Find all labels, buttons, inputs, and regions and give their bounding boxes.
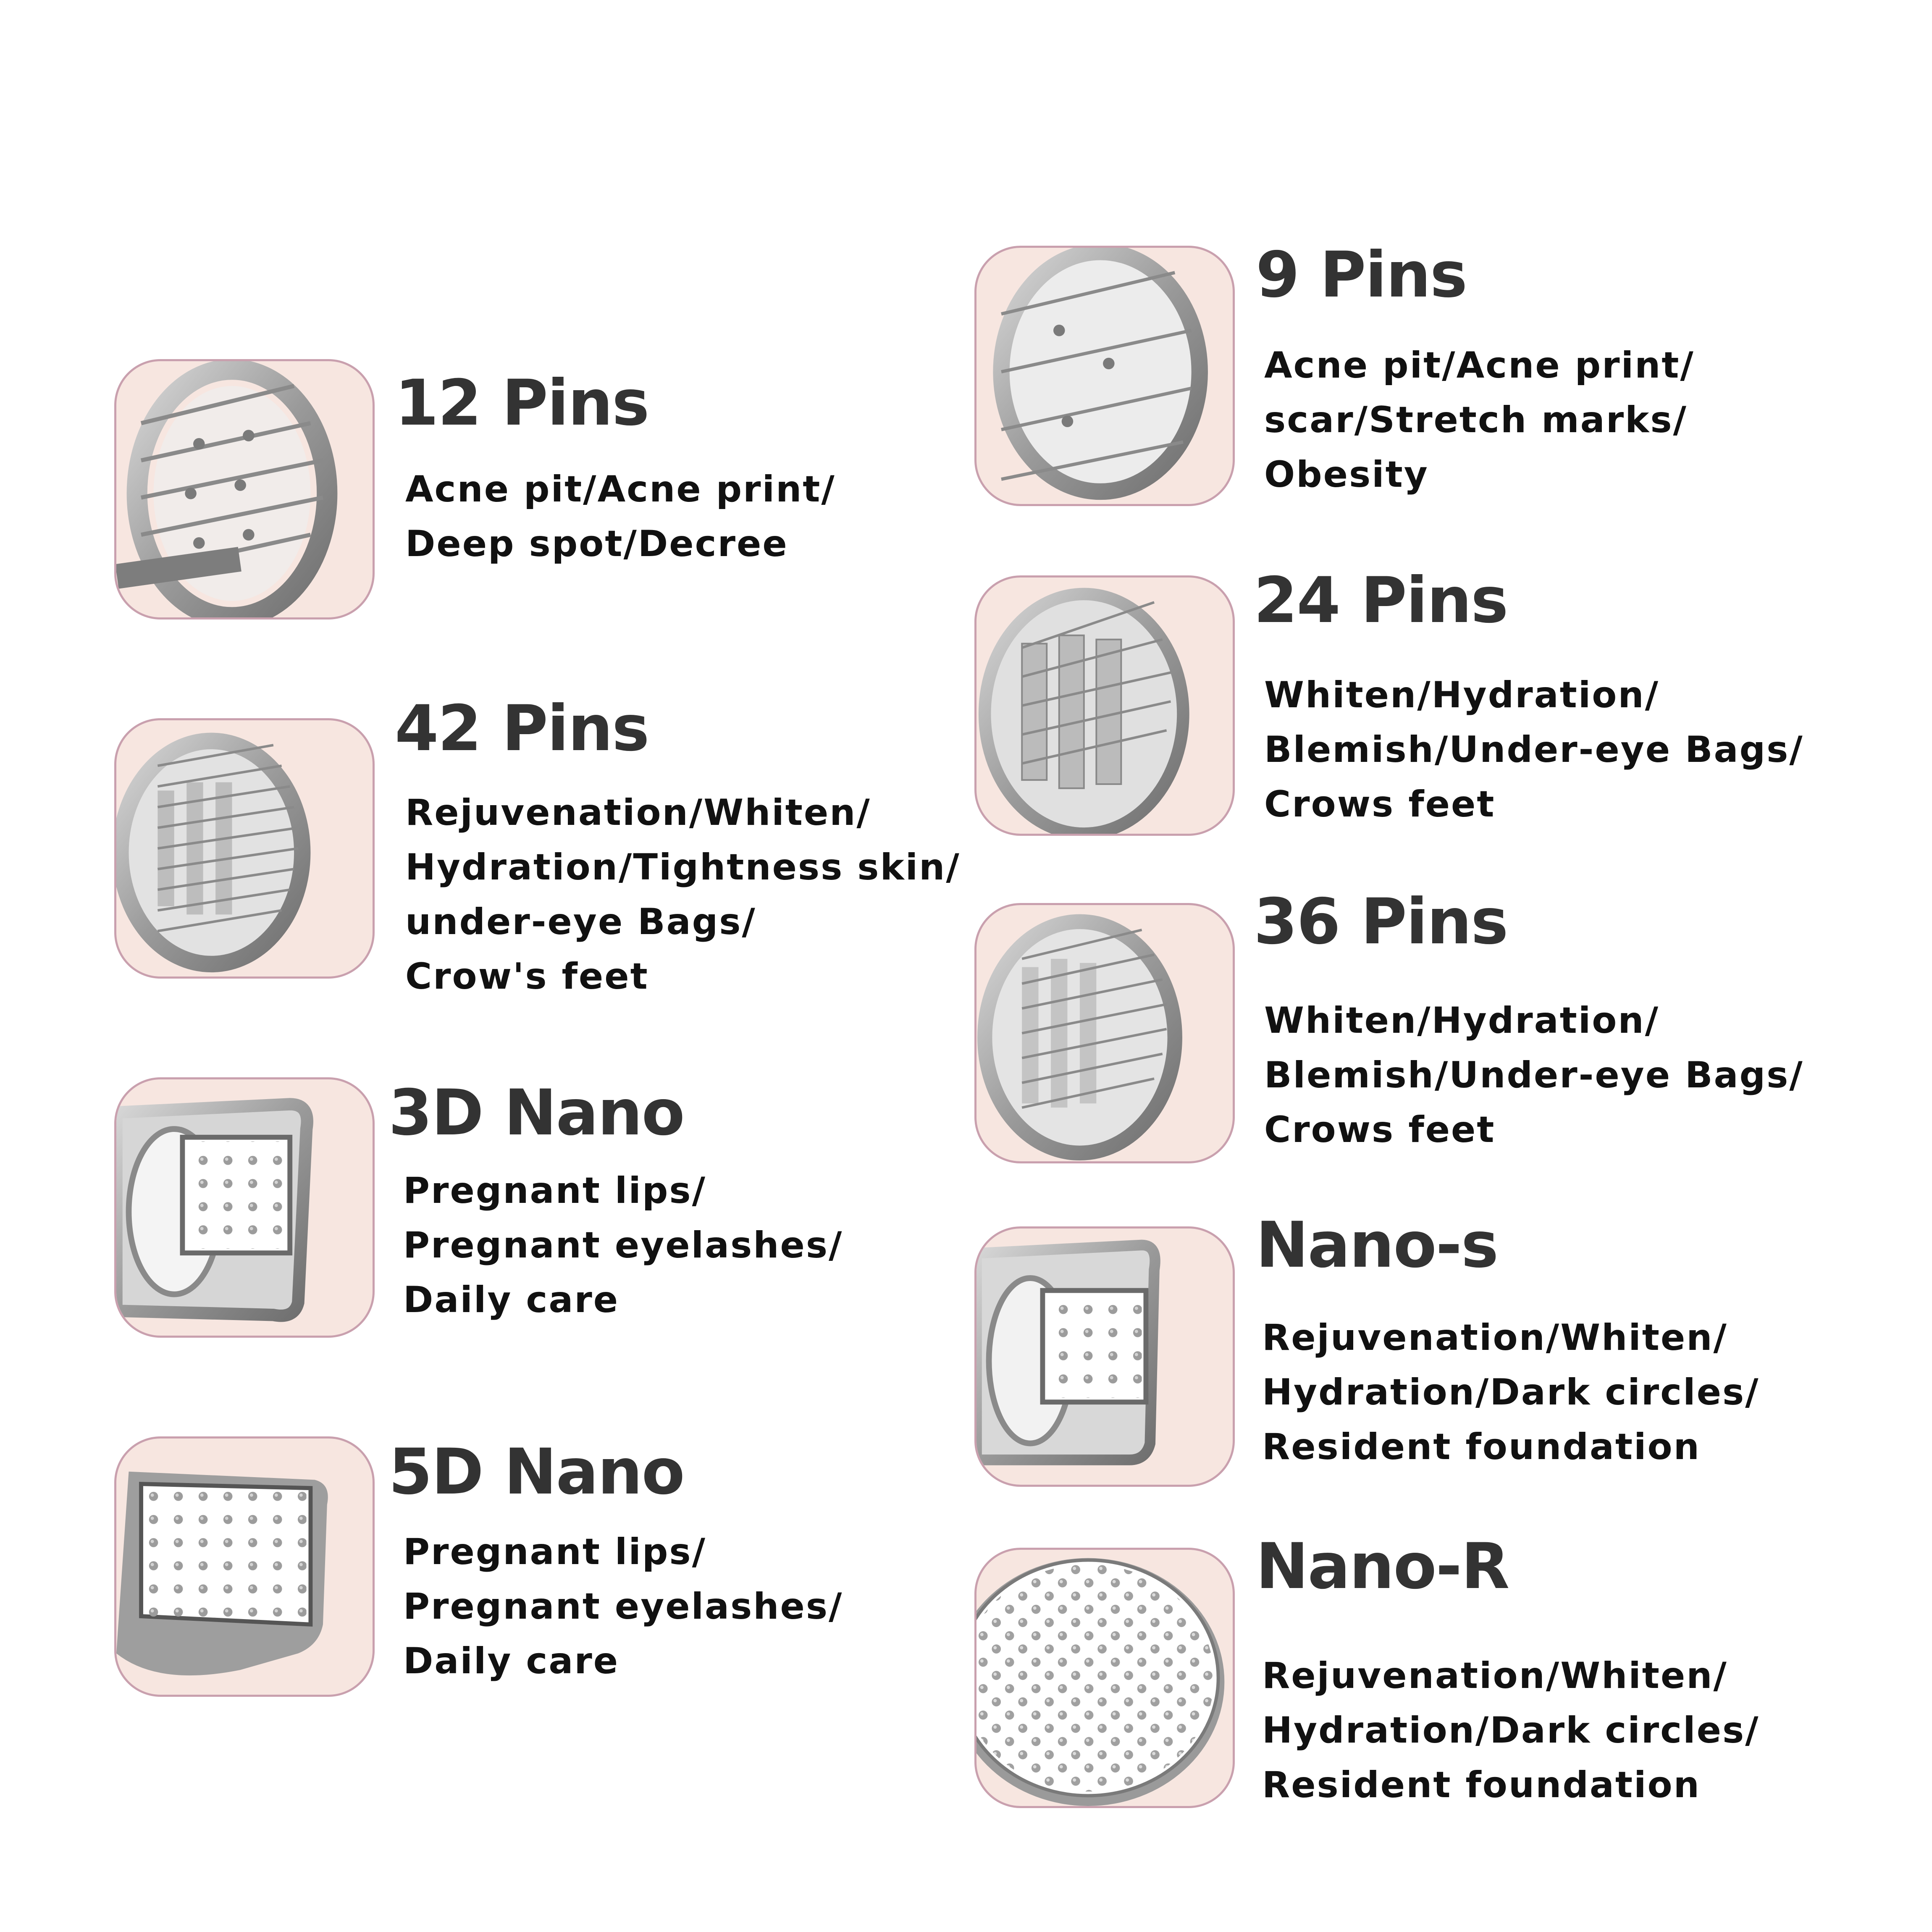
needle-cartridge-42-pins-icon — [114, 718, 375, 979]
item-description — [405, 462, 836, 571]
desc-line: Pregnant eyelashes/ — [403, 1586, 843, 1628]
item-description — [403, 1163, 843, 1327]
desc-line: Pregnant eyelashes/ — [403, 1224, 843, 1266]
desc-line: Whiten/Hydration/ — [1264, 674, 1659, 716]
item-description — [1262, 1648, 1760, 1812]
desc-line: Daily care — [403, 1279, 620, 1321]
desc-line: Resident foundation — [1262, 1426, 1701, 1468]
desc-line: Acne pit/Acne print/ — [1264, 344, 1695, 386]
desc-line: Crows feet — [1264, 783, 1496, 825]
desc-line: Rejuvenation/Whiten/ — [1262, 1317, 1728, 1359]
item-description — [1264, 668, 1804, 832]
desc-line: Rejuvenation/Whiten/ — [405, 792, 871, 834]
desc-line: Blemish/Under-eye Bags/ — [1264, 729, 1804, 771]
nano-cartridge-3d-icon — [114, 1077, 375, 1338]
desc-line: Daily care — [403, 1640, 620, 1682]
item-title: 9 Pins — [1256, 239, 1467, 312]
needle-cartridge-9-pins-icon — [974, 246, 1235, 506]
item-title: Nano-R — [1256, 1530, 1509, 1603]
item-title: 42 Pins — [395, 692, 649, 765]
needle-cartridge-24-pins-icon — [974, 575, 1235, 836]
desc-line: scar/Stretch marks/ — [1264, 399, 1688, 441]
desc-line: Acne pit/Acne print/ — [405, 468, 836, 510]
desc-line: Rejuvenation/Whiten/ — [1262, 1655, 1728, 1697]
desc-line: Obesity — [1264, 454, 1429, 496]
desc-line: Whiten/Hydration/ — [1264, 1000, 1659, 1042]
nano-cartridge-r-icon — [974, 1548, 1235, 1808]
item-title: 3D Nano — [388, 1076, 684, 1150]
item-title: 36 Pins — [1254, 885, 1508, 958]
item-title: 24 Pins — [1254, 564, 1508, 637]
desc-line: Hydration/Dark circles/ — [1262, 1371, 1760, 1413]
nano-cartridge-5d-icon — [114, 1436, 375, 1697]
item-description — [1264, 993, 1804, 1157]
desc-line: Blemish/Under-eye Bags/ — [1264, 1054, 1804, 1096]
desc-line: Hydration/Tightness skin/ — [405, 846, 961, 888]
nano-cartridge-s-icon — [974, 1226, 1235, 1487]
needle-cartridge-12-pins-icon — [114, 359, 375, 620]
item-description — [1264, 338, 1695, 502]
desc-line: Hydration/Dark circles/ — [1262, 1709, 1760, 1751]
desc-line: Pregnant lips/ — [403, 1170, 706, 1212]
item-description — [403, 1525, 843, 1688]
item-description — [1262, 1310, 1760, 1474]
item-title: Nano-s — [1256, 1209, 1498, 1282]
desc-line: Pregnant lips/ — [403, 1531, 706, 1573]
desc-line: Crows feet — [1264, 1109, 1496, 1151]
item-description — [405, 785, 961, 1004]
desc-line: Crow's feet — [405, 956, 649, 998]
item-title: 5D Nano — [388, 1436, 684, 1509]
item-title: 12 Pins — [395, 367, 649, 440]
desc-line: Resident foundation — [1262, 1764, 1701, 1806]
desc-line: under-eye Bags/ — [405, 901, 756, 943]
desc-line: Deep spot/Decree — [405, 523, 788, 565]
needle-cartridge-36-pins-icon — [974, 903, 1235, 1163]
